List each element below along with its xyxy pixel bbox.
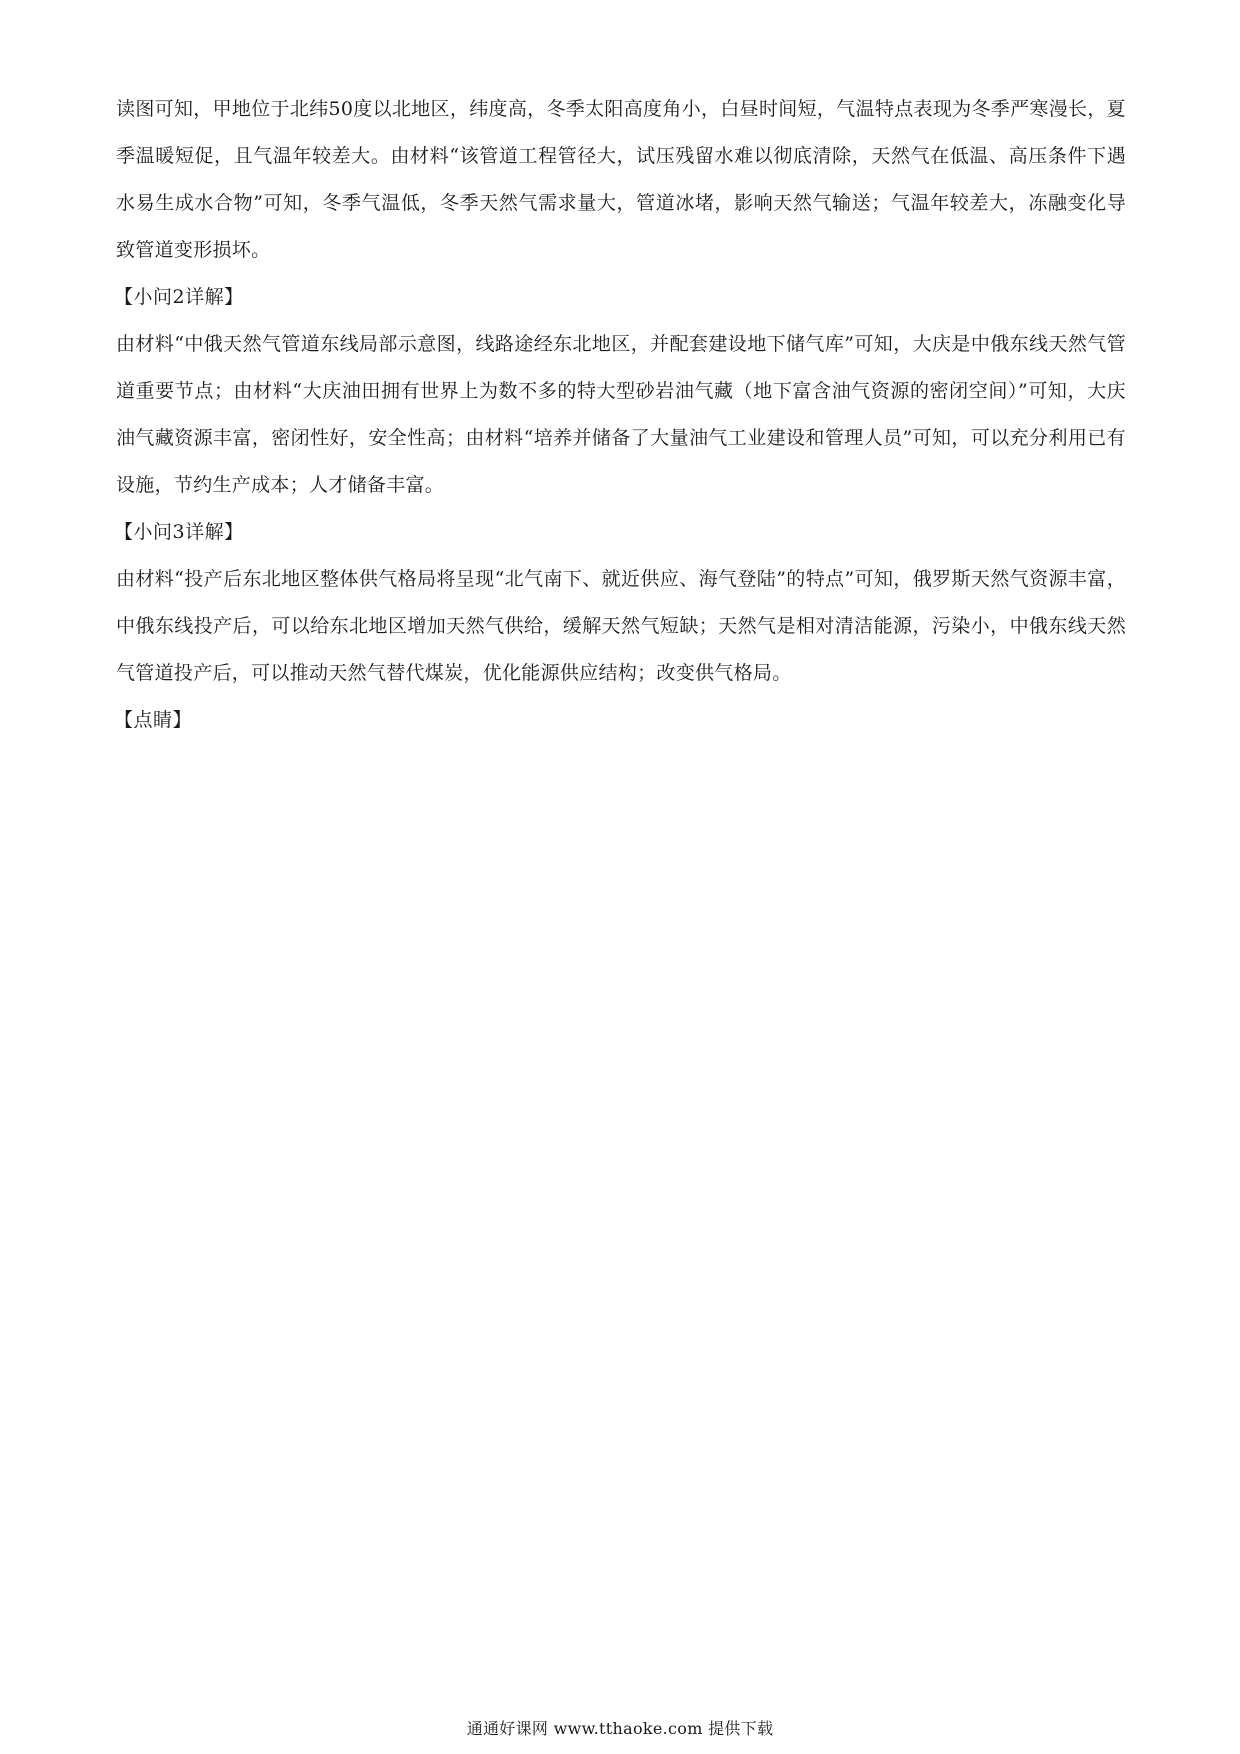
page-content: [116, 86, 1126, 744]
section-heading-highlight: 【点睛】: [114, 709, 193, 731]
answer-paragraph-1: 读图可知，甲地位于北纬50度以北地区，纬度高，冬季太阳高度角小，白昼时间短，气温特点表现为冬季严寒漫长，夏季温暖短促，且气温年较差大。由材料“该管道工程管径大，试压残留水难以彻底清除，天然气在低温、高压条件下遇水易生成水合物”可知，冬季气温低，冬季天然气需求量大，管道冰堵，影响天然气输送；气温年较差大，冻融变化导致管道变形损坏。: [116, 98, 1126, 261]
page-footer: 通通好课网 www.tthaoke.com 提供下载: [466, 1719, 774, 1738]
section-heading-question-2: 【小问2详解】: [114, 286, 244, 308]
section-heading-question-3: 【小问3详解】: [114, 521, 244, 543]
answer-paragraph-3: 由材料“投产后东北地区整体供气格局将呈现“北气南下、就近供应、海气登陆”的特点”可知，俄罗斯天然气资源丰富，中俄东线投产后，可以给东北地区增加天然气供给，缓解天然气短缺；天然气是相对清洁能源，污染小，中俄东线天然气管道投产后，可以推动天然气替代煤炭，优化能源供应结构；改变供气格局。: [116, 568, 1126, 684]
answer-paragraph-2: 由材料“中俄天然气管道东线局部示意图，线路途经东北地区，并配套建设地下储气库”可知，大庆是中俄东线天然气管道重要节点；由材料“大庆油田拥有世界上为数不多的特大型砂岩油气藏（地下富含油气资源的密闭空间）”可知，大庆油气藏资源丰富，密闭性好，安全性高；由材料“培养并储备了大量油气工业建设和管理人员”可知，可以充分利用已有设施，节约生产成本；人才储备丰富。: [116, 333, 1126, 496]
